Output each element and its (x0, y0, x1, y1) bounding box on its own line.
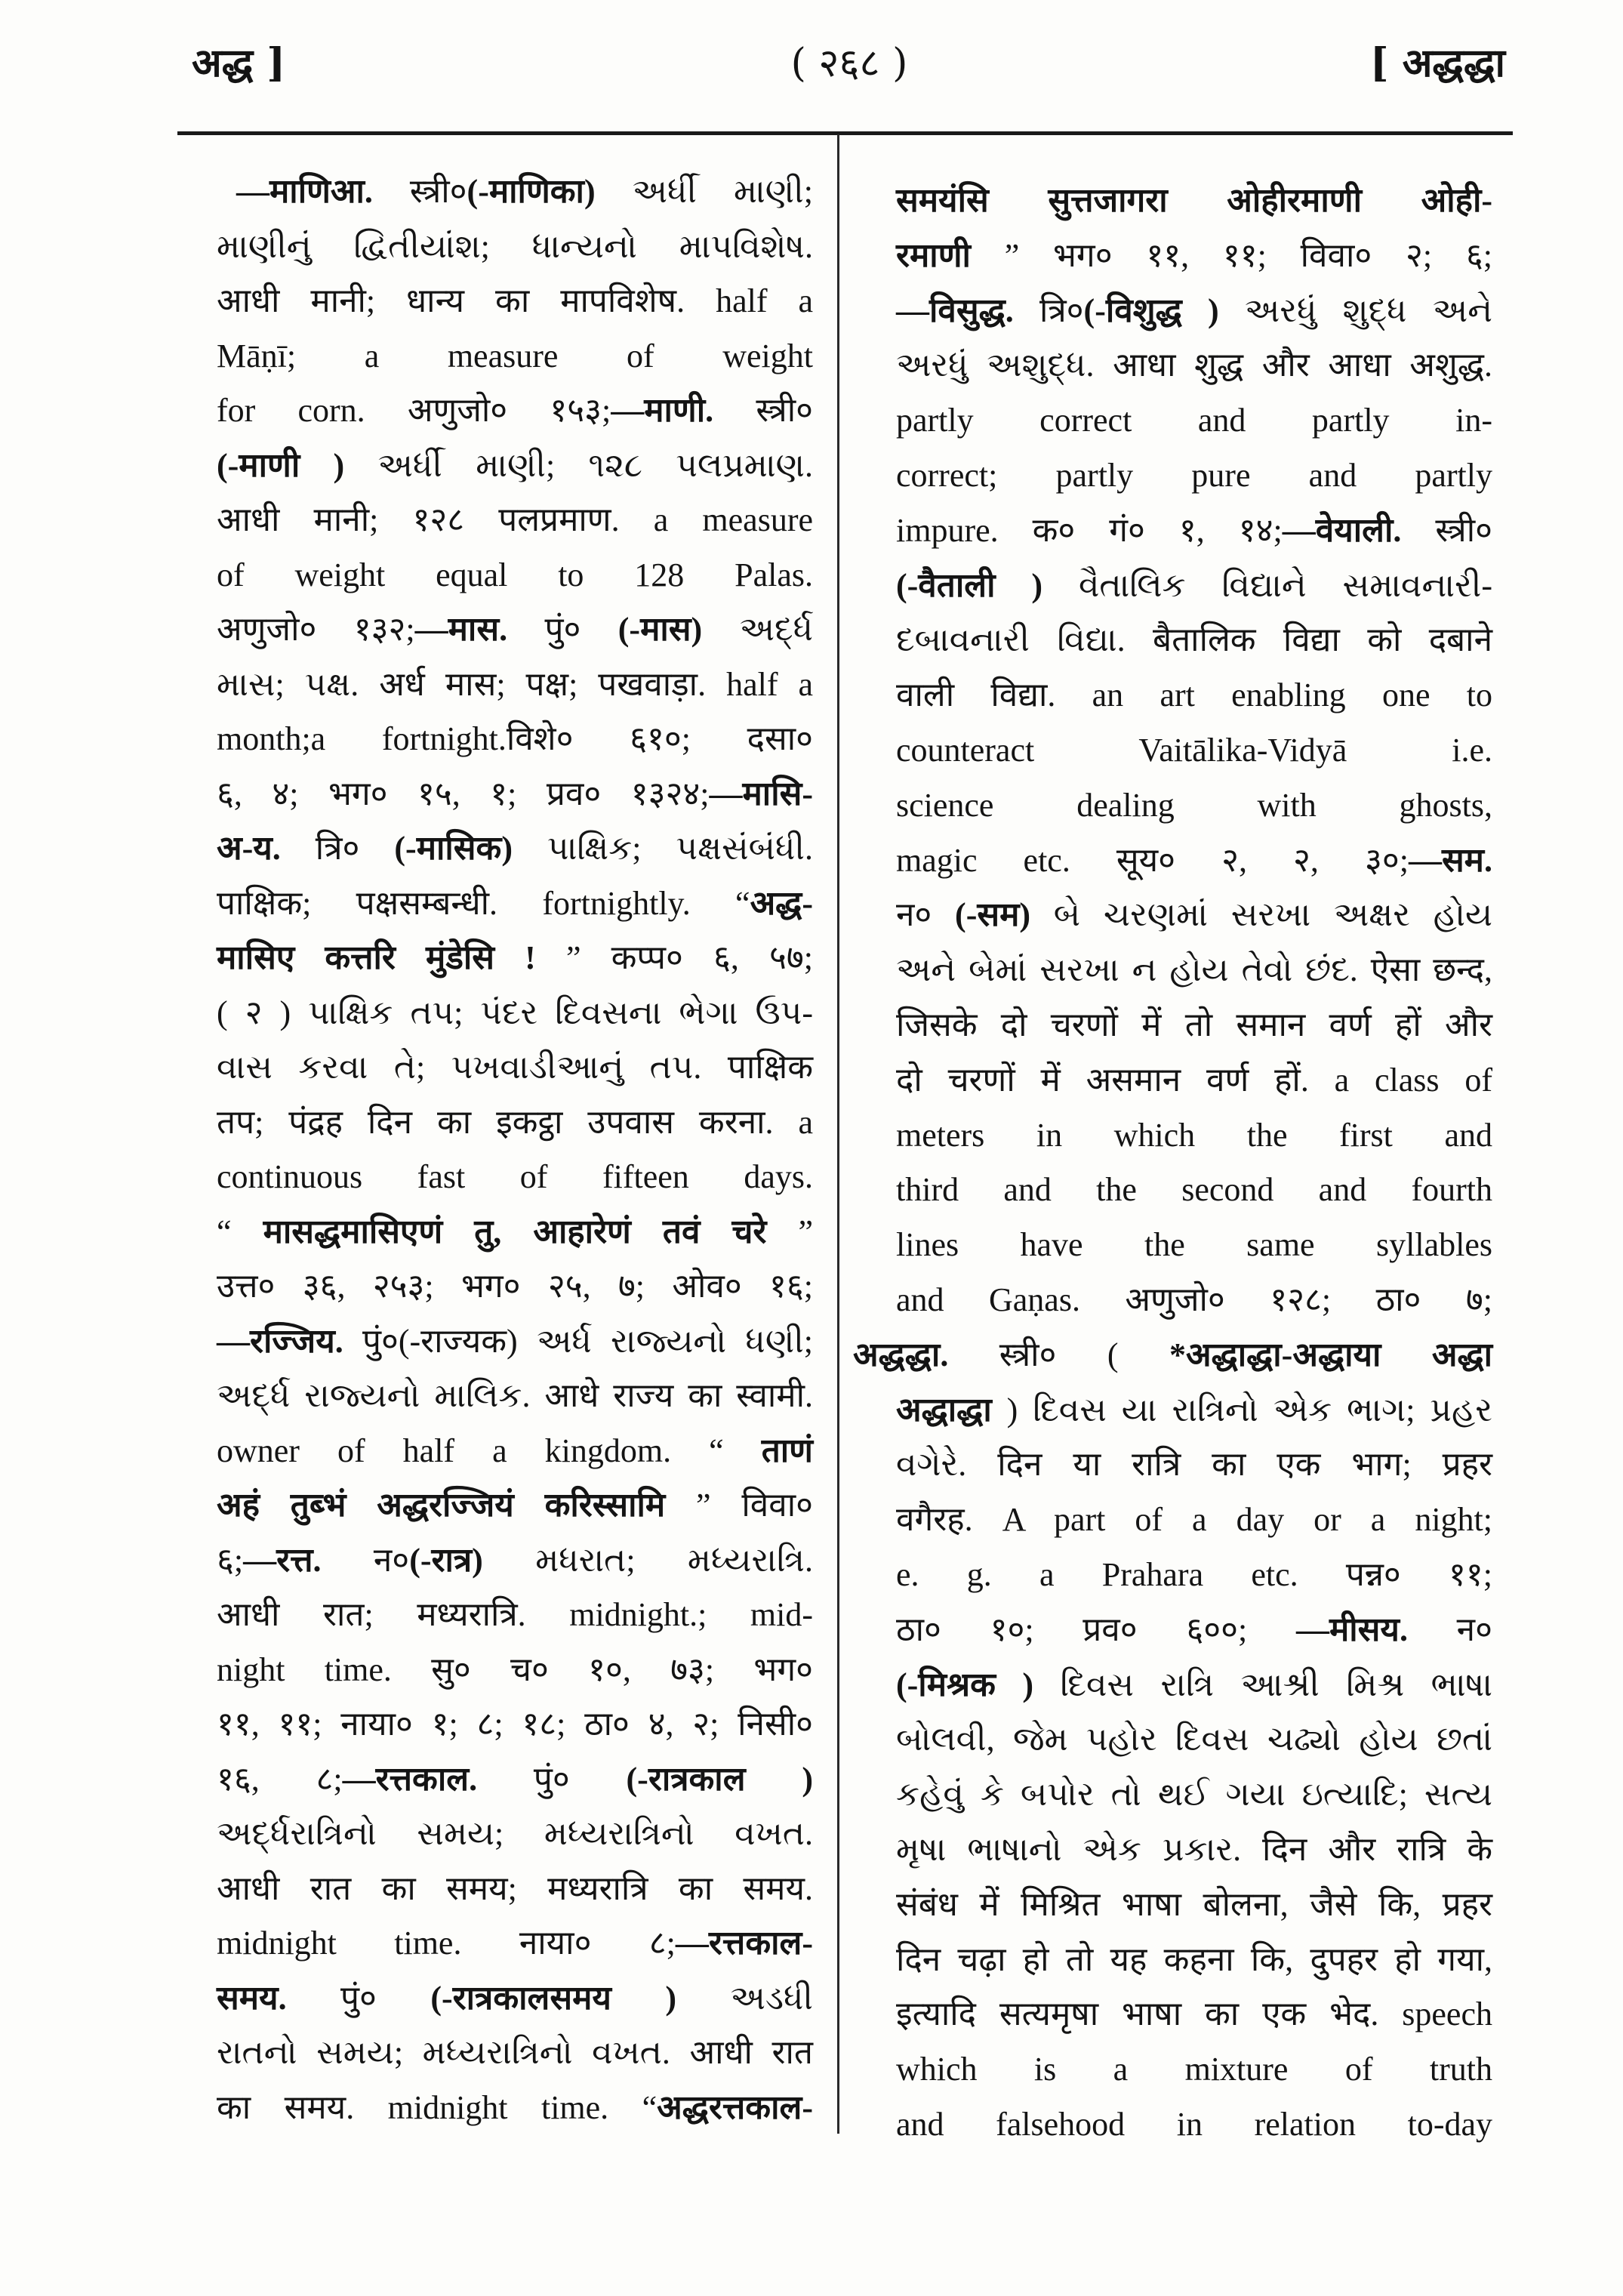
text-line (217, 439, 813, 493)
entry-text: पुं० (507, 611, 618, 648)
line-text (217, 603, 813, 657)
headword: अद्धरत्तकाल- (657, 2088, 813, 2126)
line-text (217, 877, 813, 931)
text-line (896, 998, 1492, 1052)
entry-text: ) દિવસ યા રાત્રિનો એક ભાગ; પ્રહર (991, 1391, 1492, 1428)
text-line (896, 1438, 1492, 1492)
entry-text: midnight time. नाया० ८; (217, 1925, 676, 1962)
entry-text: correct; partly pure and partly (896, 457, 1492, 494)
entry-text: બોલવી, જેમ પહોર દિવસ ચઢ્યો હોય છતાં (896, 1721, 1492, 1758)
text-line (217, 1807, 813, 1861)
entry-text: impure. क० गं० १, १४; (896, 511, 1283, 549)
line-text (236, 165, 813, 219)
entry-text: दिन चढ़ा हो तो यह कहना कि, दुपहर हो गया, (896, 1940, 1492, 1978)
entry-text: त्रि० (1013, 291, 1084, 329)
entry-text: ठा० १०; प्रव० ६००; (896, 1610, 1296, 1648)
headword: समय. (217, 1979, 287, 2017)
entry-text: મધરાત; મધ્યરાત્રિ. (482, 1541, 813, 1579)
text-line (896, 559, 1492, 613)
text-line (896, 1493, 1492, 1547)
guide-word-left: अद्ध ] (192, 40, 285, 86)
entry-text: ” विवा० (665, 1487, 813, 1524)
entry-text: जिसके दो चरणों में तो समान वर्ण हों और (896, 1006, 1492, 1043)
line-text (217, 1150, 813, 1204)
headword: —मास. (414, 611, 508, 648)
text-line (217, 1259, 813, 1314)
entry-text: आधी मानी; धान्य का मापविशेष. half a (217, 282, 813, 319)
entry-text: e. g. a Prahara etc. पन्न० ११; (896, 1556, 1492, 1593)
line-text (217, 658, 813, 712)
entry-text: વાસ કરવા તે; પખવાડીઆનું તપ. पाक्षिक (217, 1049, 813, 1086)
text-line (217, 274, 813, 328)
line-text (217, 220, 813, 274)
headword: (-मिश्रक ) (896, 1666, 1034, 1703)
text-line (217, 1916, 813, 1971)
line-text (896, 1933, 1492, 1987)
guide-word-right: [ अद्धद्धा (1370, 40, 1505, 86)
line-text (896, 229, 1492, 283)
text-line (217, 1971, 813, 2026)
entry-text: स्त्री० (372, 173, 467, 210)
headword: अद्धाद्धा (896, 1391, 992, 1428)
entry-text: અર્દ્ધરાત્રિનો સમય; મધ્યરાત્રિનો વખત. (217, 1815, 813, 1852)
entry-text: which is a mixture of truth (896, 2051, 1492, 2088)
entry-text: पाक्षिक; पक्षसम्बन्धी. fortnightly. “ (217, 884, 750, 922)
entry-text: आधी रात; मध्यरात्रि. midnight.; mid- (217, 1596, 813, 1633)
line-text (217, 1040, 813, 1095)
text-line (217, 1424, 813, 1478)
text-line (217, 1096, 813, 1150)
text-line (217, 712, 813, 766)
line-text (896, 338, 1492, 393)
entry-text: અરધું શુદ્ધ અને (1218, 291, 1492, 329)
line-text (217, 1588, 813, 1642)
entry-text: वगैरह. A part of a day or a night; (896, 1501, 1492, 1539)
headword: (-रात्रकाल ) (626, 1760, 813, 1798)
entry-text: counteract Vaitālika-Vidyā i.e. (896, 732, 1492, 769)
line-text (896, 1218, 1492, 1272)
line-text (896, 1273, 1492, 1327)
line-text (896, 888, 1492, 942)
entry-text: आधी मानी; १२८ पलप्रमाण. a measure (217, 501, 813, 538)
headword: अद्ध- (750, 884, 813, 922)
entry-text: દબાવનારી વિદ્યા. बैतालिक विद्या को दबाने (896, 621, 1492, 659)
line-text (896, 1438, 1492, 1492)
entry-text: બે ચરણમાં સરખા અક્ષર હોય (1030, 896, 1492, 934)
text-line (217, 1205, 813, 1259)
text-line (896, 1548, 1492, 1602)
line-text (217, 1971, 813, 2026)
headword: —माणी. (611, 392, 714, 429)
headword: —मासि- (709, 775, 813, 812)
text-line (896, 1383, 1492, 1438)
headword: रमाणी (896, 236, 971, 274)
line-text (896, 504, 1492, 558)
entry-text: “ (217, 1213, 263, 1250)
line-text (217, 767, 813, 821)
entry-text: and falsehood in relation to-day (896, 2106, 1492, 2143)
line-text (217, 986, 813, 1040)
text-line (896, 284, 1492, 338)
text-line (217, 220, 813, 274)
line-text (217, 1096, 813, 1150)
entry-text: અરધું અશુદ્ધ. आधा शुद्ध और आधा अशुद्ध. (896, 347, 1492, 384)
entry-text: રાતનો સમય; મધ્યરાત્રિનો વખત. आधी रात (217, 2034, 813, 2071)
text-line (217, 2081, 813, 2135)
line-text (896, 1987, 1492, 2042)
entry-text: ” (766, 1213, 814, 1250)
line-text (217, 2081, 813, 2135)
line-text (896, 778, 1492, 833)
line-text (217, 2026, 813, 2080)
header-rule (177, 131, 1513, 135)
line-text (896, 998, 1492, 1052)
line-text (217, 1314, 813, 1369)
text-line (896, 943, 1492, 997)
entry-text: न० (1407, 1610, 1492, 1648)
headword: (-रात्र) (409, 1541, 483, 1579)
entry-text: संबंध में मिश्रित भाषा बोलना, जैसे कि, प्रहर (896, 1885, 1492, 1923)
entry-text: ६, ४; भग० १५, १; प्रव० १३२४; (217, 775, 710, 812)
entry-text: वाली विद्या. an art enabling one to (896, 676, 1492, 714)
entry-text: ” कप्प० ६, ५७; (535, 939, 813, 976)
headword: समयंसि सुत्तजागरा ओहीरमाणी ओही- (896, 182, 1492, 219)
text-line (896, 1823, 1492, 1877)
text-line (217, 658, 813, 712)
text-line (896, 888, 1492, 942)
entry-text: Māṇī; a measure of weight (217, 337, 813, 374)
entry-text: आधी रात का समय; मध्यरात्रि का समय. (217, 1869, 813, 1907)
line-text (896, 1823, 1492, 1877)
entry-text: उत्त० ३६, २५३; भग० २५, ७; ओव० १६; (217, 1268, 813, 1305)
entry-text: month;a fortnight.विशे० ६१०; दसा० (217, 720, 813, 757)
text-line (217, 603, 813, 657)
headword: अहं तुब्भं अद्धरज्जियं करिस्सामि (217, 1487, 666, 1524)
line-text (896, 1383, 1492, 1438)
text-line (217, 384, 813, 438)
line-text (896, 174, 1492, 228)
text-line (217, 986, 813, 1040)
headword: (-विशुद्ध ) (1083, 291, 1219, 329)
entry-text: अणुजो० १३२; (217, 611, 415, 648)
line-text (896, 1603, 1492, 1657)
headword: —मीसय. (1295, 1610, 1408, 1648)
headword: मासद्धमासिएणं तु, आहारेणं तवं चरे (263, 1213, 767, 1250)
text-line (896, 1603, 1492, 1657)
entry-text: partly correct and partly in- (896, 402, 1492, 439)
text-line (896, 2097, 1492, 2152)
column-divider (837, 134, 839, 2134)
text-line (896, 778, 1492, 833)
line-text (896, 448, 1492, 503)
entry-text: મૃષા ભાષાનો એક પ્રકાર. दिन और रात्रि के (896, 1831, 1492, 1868)
text-line (896, 2042, 1492, 2097)
entry-text: ६; (217, 1541, 244, 1579)
text-line (896, 504, 1492, 558)
text-line (217, 1752, 813, 1807)
line-text (896, 2097, 1492, 2152)
text-line (896, 1878, 1492, 1932)
headword: ताणं (761, 1432, 813, 1469)
entry-text: અર્ધી માણી; ૧૨૮ પલપ્રમાણ. (344, 446, 813, 484)
headword: (-सम) (955, 896, 1031, 934)
text-line (896, 834, 1492, 888)
text-line (217, 1314, 813, 1369)
line-text (217, 329, 813, 384)
text-line (217, 1478, 813, 1533)
text-line (896, 229, 1492, 283)
line-text (896, 613, 1492, 667)
text-line (217, 1697, 813, 1752)
headword: —रत्त. (243, 1541, 322, 1579)
headword: *अद्धाद्धा-अद्धाया अद्धा (1169, 1336, 1493, 1373)
entry-text: त्रि० (280, 830, 395, 867)
entry-text: continuous fast of fifteen days. (217, 1158, 813, 1195)
line-text (217, 1259, 813, 1314)
text-line (896, 1053, 1492, 1108)
text-line (896, 668, 1492, 723)
entry-text: ( २ ) પાક્ષિક તપ; પંદર દિવસના ભેગા ઉપ- (217, 994, 813, 1031)
line-text (896, 1493, 1492, 1547)
headword: (-माणी ) (217, 446, 345, 484)
entry-text: વૈતાલિક વિદ્યાને સમાવનારી- (1042, 566, 1492, 604)
headword: अद्धद्धा. (853, 1336, 949, 1373)
entry-text: १६, ८; (217, 1760, 343, 1798)
line-text (896, 723, 1492, 778)
text-line (896, 723, 1492, 778)
line-text (896, 393, 1492, 448)
line-text (217, 1916, 813, 1971)
headword: (-मासिक) (394, 830, 513, 867)
entry-text: इत्यादि सत्यमृषा भाषा का एक भेद. speech (896, 1996, 1492, 2033)
entry-text: ११, ११; नाया० १; ८; १८; ठा० ४, २; निसी० (217, 1706, 813, 1743)
text-line (896, 1658, 1492, 1712)
entry-text: न० (896, 896, 956, 934)
line-text (896, 1548, 1492, 1602)
entry-text: third and the second and fourth (896, 1171, 1492, 1209)
line-text (217, 493, 813, 547)
text-line (217, 1533, 813, 1588)
line-text (217, 1643, 813, 1697)
headword: —विसुद्ध. (896, 291, 1014, 329)
headword: (-रात्रकालसमय ) (430, 1979, 676, 2017)
line-text (217, 1752, 813, 1807)
text-line (217, 767, 813, 821)
line-text (896, 559, 1492, 613)
line-text (217, 1807, 813, 1861)
line-text (217, 274, 813, 328)
text-line (896, 338, 1492, 393)
entry-text: तप; पंद्रह दिन का इकट्ठा उपवास करना. a (217, 1103, 813, 1141)
line-text (217, 931, 813, 985)
text-line (896, 174, 1492, 228)
line-text (896, 284, 1492, 338)
entry-text: night time. सु० च० १०, ७३; भग० (217, 1650, 813, 1688)
text-line (217, 1862, 813, 1916)
text-line (217, 1643, 813, 1697)
text-line (217, 2026, 813, 2080)
entry-text: of weight equal to 128 Palas. (217, 556, 813, 593)
line-text (217, 439, 813, 493)
entry-text: for corn. अणुजो० १५३; (217, 392, 611, 429)
line-text (217, 1205, 813, 1259)
entry-text: દિવસ રાત્રિ આશ્રી મિશ્ર ભાષા (1033, 1666, 1492, 1703)
entry-text: and Gaṇas. अणुजो० १२८; ठा० ७; (896, 1281, 1492, 1318)
line-text (853, 1328, 1492, 1382)
line-text (896, 1712, 1492, 1767)
line-text (217, 384, 813, 438)
text-line (896, 1218, 1492, 1272)
entry-text: અર્દ્ધ (702, 611, 814, 648)
text-line (217, 877, 813, 931)
text-line (896, 1273, 1492, 1327)
headword: मासिए कत्तरि मुंडेसि ! (217, 939, 536, 976)
line-text (217, 1478, 813, 1533)
headword: (-माणिका) (467, 173, 596, 210)
entry-text: पुं०(-राज्यक) અર્ધ રાજ્યનો ધણી; (343, 1322, 813, 1360)
text-line (217, 329, 813, 384)
text-line (896, 448, 1492, 503)
entry-text: lines have the same syllables (896, 1226, 1492, 1264)
text-line (896, 1712, 1492, 1767)
line-text (896, 1658, 1492, 1712)
text-line (217, 493, 813, 547)
text-line (217, 1588, 813, 1642)
text-line (217, 1150, 813, 1204)
line-text (217, 1697, 813, 1752)
entry-text: માસ; પક્ષ. अर्ध मास; पक्ष; पखवाड़ा. half a (217, 665, 813, 703)
line-text (217, 1424, 813, 1478)
line-text (217, 1533, 813, 1588)
entry-text: पुं० (477, 1760, 627, 1798)
entry-text: ” भग० ११, ११; विवा० २; ६; (970, 236, 1492, 274)
line-text (896, 668, 1492, 723)
entry-text: અને બેમાં સરખા ન હોય તેવો છંદ. ऐसा छन्द, (896, 951, 1492, 989)
entry-text: न० (321, 1541, 410, 1579)
entry-text: અડધી (676, 1979, 813, 2017)
text-line (896, 1108, 1492, 1163)
text-line (896, 1163, 1492, 1217)
headword: अ-य. (217, 830, 281, 867)
headword: —वेयाली. (1282, 511, 1402, 549)
line-text (896, 1767, 1492, 1822)
headword: —रत्तकाल- (675, 1925, 813, 1962)
text-line (217, 1369, 813, 1423)
entry-text: owner of half a kingdom. “ (217, 1432, 762, 1469)
entry-text: magic etc. सूय० २, २, ३०; (896, 841, 1409, 879)
entry-text: અર્દ્ધ રાજ્યનો માલિક. आधे राज्य का स्वामी. (217, 1377, 813, 1414)
text-line (217, 821, 813, 876)
entry-text: का समय. midnight time. “ (217, 2088, 658, 2126)
entry-text: માણીનું દ્વિતીયાંશ; ધાન્યનો માપવિશેષ. (217, 227, 813, 265)
line-text (896, 1053, 1492, 1108)
entry-text: કહેવું કે બપોર તો થઈ ગયા ઇત્યાદિ; સત્ય (896, 1776, 1492, 1814)
text-line (236, 165, 813, 219)
line-text (896, 943, 1492, 997)
entry-text: meters in which the first and (896, 1116, 1492, 1154)
entry-text: science dealing with ghosts, (896, 786, 1492, 824)
entry-text: અર્ધી માણી; (595, 173, 813, 210)
text-line (896, 1987, 1492, 2042)
line-text (217, 1862, 813, 1916)
entry-text: स्त्री० ( (948, 1336, 1169, 1373)
text-line (217, 1040, 813, 1095)
entry-headword-line (853, 1328, 1492, 1382)
line-text (896, 1163, 1492, 1217)
entry-text: વગેરે. दिन या रात्रि का एक भाग; प्रहर (896, 1446, 1492, 1484)
page-number: ( २६८ ) (790, 41, 908, 86)
entry-text: स्त्री० (713, 392, 813, 429)
line-text (896, 834, 1492, 888)
entry-text: स्त्री० (1401, 511, 1492, 549)
text-line (896, 1933, 1492, 1987)
line-text (217, 548, 813, 603)
line-text (896, 1878, 1492, 1932)
headword: (-मास) (617, 611, 703, 648)
text-line (217, 931, 813, 985)
line-text (217, 821, 813, 876)
entry-text: पुं० (286, 1979, 431, 2017)
headword: —रत्तकाल. (342, 1760, 478, 1798)
headword: —सम. (1408, 841, 1492, 879)
line-text (896, 2042, 1492, 2097)
line-text (896, 1108, 1492, 1163)
headword: (-वैताली ) (896, 566, 1043, 604)
text-line (217, 548, 813, 603)
text-line (896, 613, 1492, 667)
line-text (217, 1369, 813, 1423)
headword: —माणिआ. (236, 173, 373, 210)
text-line (896, 1767, 1492, 1822)
entry-text: પાક્ષિક; પક્ષસંબંધી. (513, 830, 813, 867)
entry-text: दो चरणों में असमान वर्ण हों. a class of (896, 1061, 1492, 1099)
line-text (217, 712, 813, 766)
headword: —रज्जिय. (217, 1322, 343, 1360)
text-line (896, 393, 1492, 448)
